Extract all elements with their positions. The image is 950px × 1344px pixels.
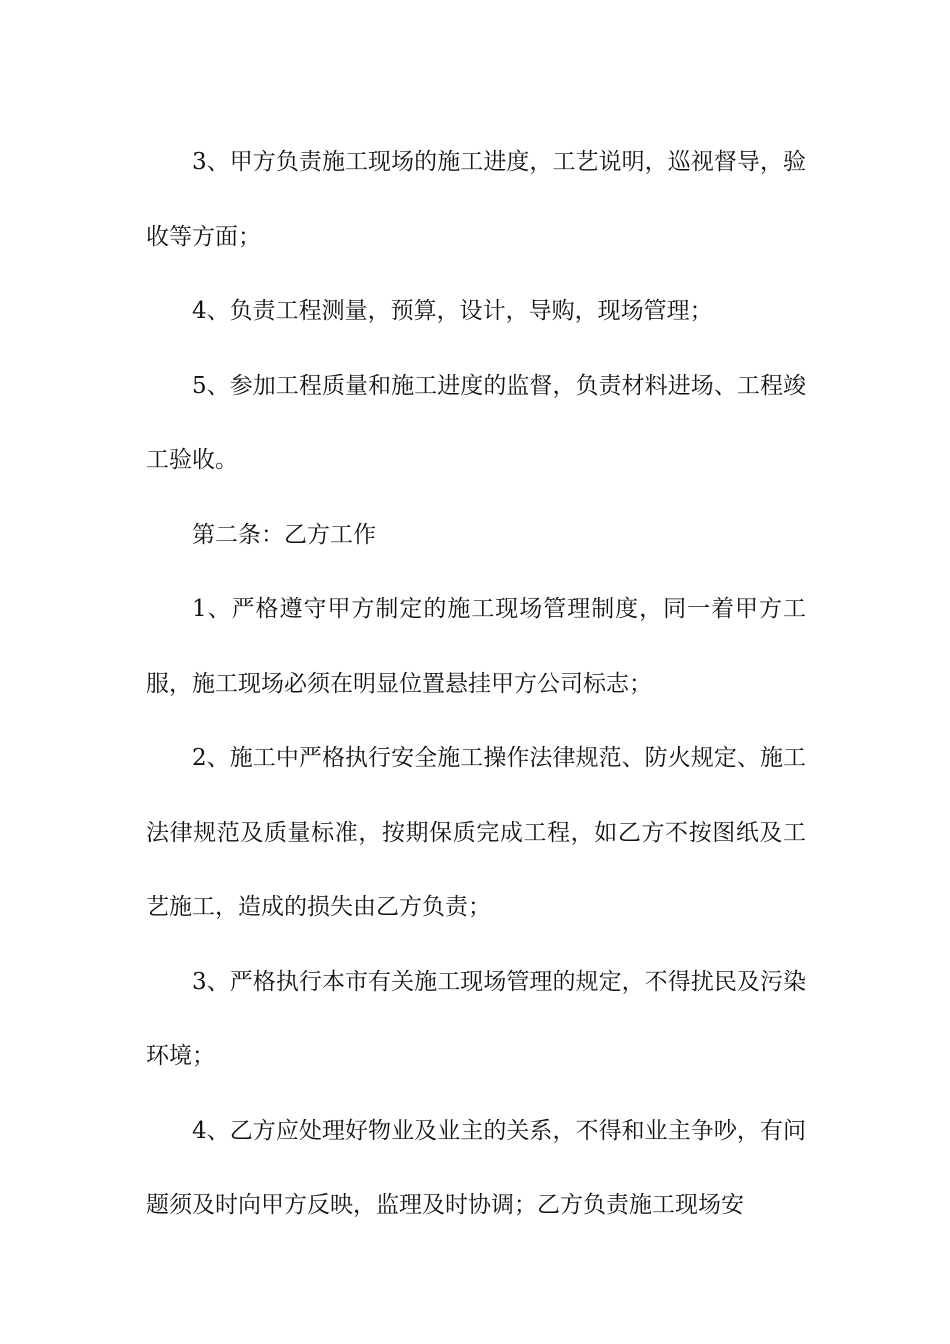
- paragraph-party-a-item-3: 3、甲方负责施工现场的施工进度，工艺说明，巡视督导，验收等方面；: [146, 149, 806, 250]
- paragraph-party-b-item-4: 4、乙方应处理好物业及业主的关系，不得和业主争吵，有问题须及时向甲方反映，监理及时协调；乙方负责施工现场安: [146, 1117, 806, 1218]
- paragraph-party-b-item-3: 3、严格执行本市有关施工现场管理的规定，不得扰民及污染环境；: [146, 968, 806, 1069]
- section-heading-article-2: 第二条：乙方工作: [192, 521, 376, 548]
- paragraph-party-a-item-5: 5、参加工程质量和施工进度的监督，负责材料进场、工程竣工验收。: [146, 372, 806, 473]
- document-body: [146, 125, 806, 1243]
- paragraph-party-b-item-1: 1、严格遵守甲方制定的施工现场管理制度，同一着甲方工服，施工现场必须在明显位置悬挂甲方公司标志；: [146, 596, 806, 697]
- paragraph-party-a-item-4: 4、负责工程测量，预算，设计，导购，现场管理；: [192, 298, 713, 324]
- paragraph-party-b-item-2: 2、施工中严格执行安全施工操作法律规范、防火规定、施工法律规范及质量标准，按期保质完成工程，如乙方不按图纸及工艺施工，造成的损失由乙方负责；: [146, 745, 806, 920]
